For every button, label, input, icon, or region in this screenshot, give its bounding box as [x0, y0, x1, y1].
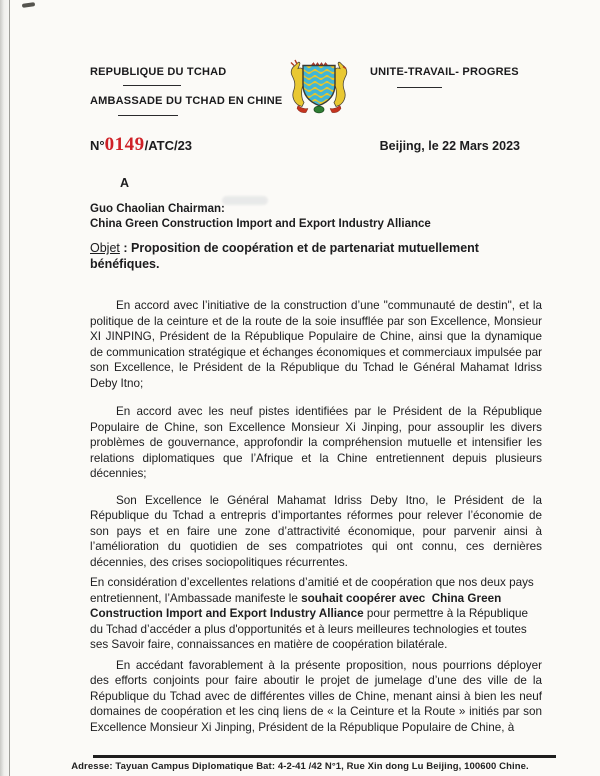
- subject-label: Objet: [90, 241, 120, 255]
- scan-left-edge-artifact: [0, 0, 10, 776]
- addressee-marker: A: [120, 176, 130, 190]
- chad-coat-of-arms-icon: [286, 59, 352, 116]
- footer-address: Adresse: Tayuan Campus Diplomatique Bat: 4-2-41 /42 N°1, Rue Xin dong Lu Beijing, 100600 Chine.: [71, 761, 529, 772]
- letterhead-left: [90, 66, 282, 116]
- motto-title: UNITE-TRAVAIL- PROGRES: [370, 66, 519, 78]
- reference-row: [90, 134, 520, 156]
- paragraph-4-bold-text: souhait coopérer avec China Green Construction Import and Export Industry Alliance: [90, 591, 505, 620]
- reference-number: [90, 134, 192, 156]
- addressee-name: Guo Chaolian Chairman:: [90, 203, 225, 215]
- footer-divider-line: [93, 755, 556, 758]
- divider-line: [123, 85, 181, 86]
- body-paragraph-3: Son Excellence le Général Mahamat Idriss Deby Itno, le Président de la République du Tchad a entrepris d’importantes réformes pour relever l’économie de son pays et en faire une zone d’attractivité économique, pour parvenir ainsi à l’amélioration du quotidien de ses compatriotes qui ont connu, ces dernières décennies, des crises sociopolitiques récurrentes.: [90, 493, 542, 569]
- paragraph-4-text: En considération d’excellentes relations d’amitié et de coopération que nos deux pays entretiennent, l’Ambassade manifeste le: [90, 576, 534, 605]
- paragraph-4-text: pour permettre à la République du Tchad d’accéder a plus d'opportunités et à leurs meilleures technologies et toutes ses Savoir faire, connaissances en matière de coopération bilatérale.: [90, 607, 528, 651]
- ref-suffix: /ATC/23: [144, 138, 193, 153]
- addressee-organization: China Green Construction Import and Export Industry Alliance: [90, 217, 431, 230]
- letterhead-right: [370, 66, 519, 88]
- ref-prefix: N°: [90, 138, 105, 153]
- republic-title: REPUBLIQUE DU TCHAD: [90, 66, 227, 78]
- divider-line: [397, 87, 442, 88]
- body-paragraph-4: [90, 575, 542, 653]
- embassy-title: AMBASSADE DU TCHAD EN CHINE: [90, 95, 283, 107]
- subject-separator: :: [119, 241, 131, 255]
- scan-speck-artifact: [22, 2, 35, 8]
- body-paragraph-2: En accord avec les neuf pistes identifiées par le Président de la République Populaire de Chine, son Excellence Monsieur Xi Jinping, pour assouplir les divers problèmes de gouvernance, approfondir la compréhension mutuelle et intensifier les relations diplomatiques que l’Afrique et la Chine entretiennent depuis plusieurs décennies;: [90, 405, 542, 480]
- addressee-block: [90, 202, 431, 231]
- letter-body: [90, 298, 542, 735]
- divider-line: [118, 115, 178, 116]
- subject-line: [90, 241, 540, 272]
- ref-serial-number: 0149: [104, 134, 145, 155]
- body-paragraph-5: En accédant favorablement à la présente proposition, nous pourrions déployer des efforts conjoints pour faire aboutir le projet de jumelage d’une des ville de la République du Tchad avec de différentes villes de Chine, menant ainsi à bien les neuf domaines de coopération et les cinq liens de « la Ceinture et la Route » initiés par son Excellence Monsieur Xi Jinping, Président de la République Populaire de Chine, à: [90, 658, 542, 734]
- subject-text: Proposition de coopération et de partenariat mutuellement bénéfiques.: [90, 241, 479, 271]
- letter-date: Beijing, le 22 Mars 2023: [379, 139, 520, 153]
- body-paragraph-1: En accord avec l’initiative de la construction d’une "communauté de destin", et la politique de la ceinture et de la route de la soie insufflée par son Excellence, Monsieur XI JINPING, Président de la République Populaire de Chine, ainsi que la dynamique de communication stratégique et échanges économiques et commerciaux impulsée par son Excellence, le Président de la République du Tchad le Général Mahamat Idriss Deby Itno;: [90, 299, 542, 390]
